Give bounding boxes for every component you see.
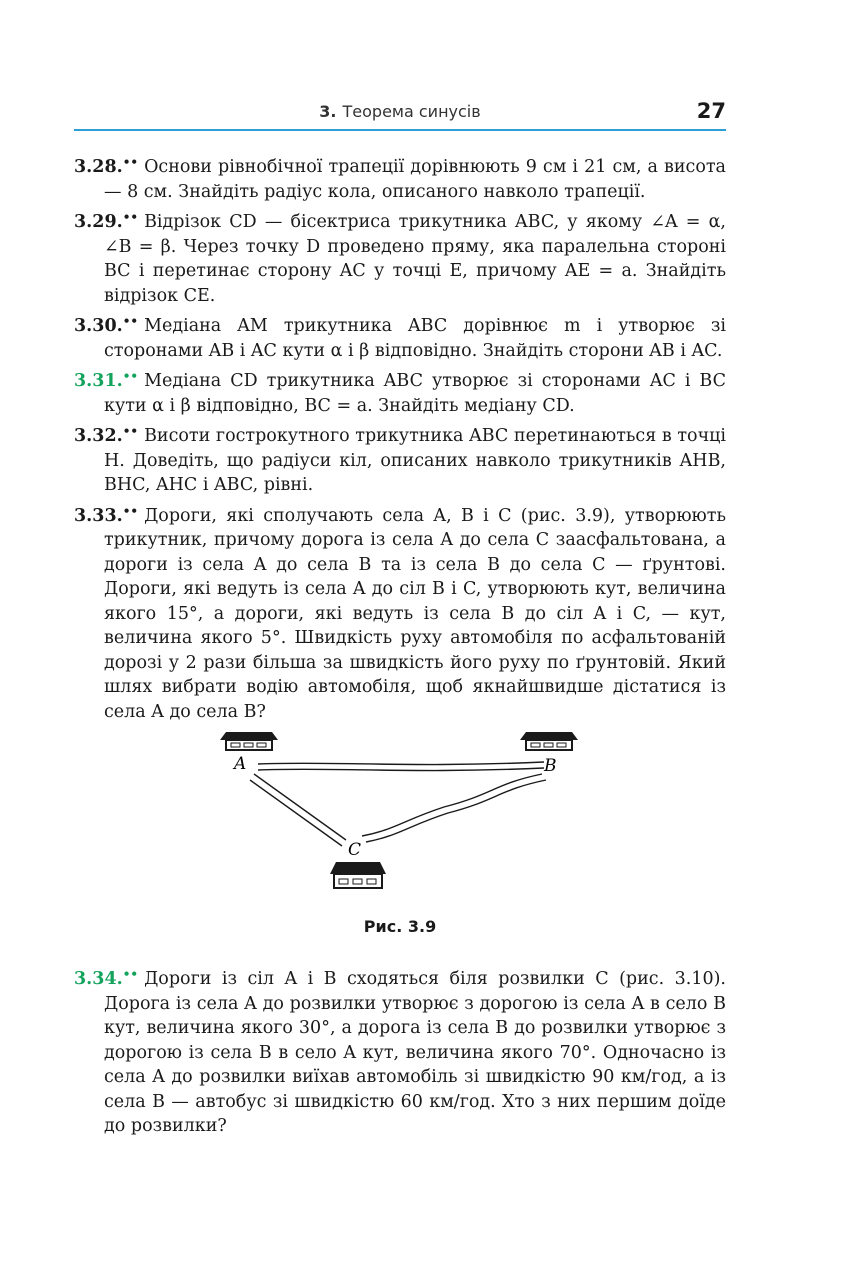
problem-number: 3.28. [74,157,123,177]
problem-text: Відрізок CD — бісектриса трикутника ABC, у якому ∠A = α, ∠B = β. Через точку D проведено пряму, яка паралельна стороні BC і перетинає сторону AC у точці E, причому AE = a. Знайдіть відрізок CE. [104,212,726,306]
problem-number: 3.34. [74,969,123,989]
label-village-b: B [544,756,557,776]
page-header [74,98,726,130]
problem-3-32 [74,419,726,498]
road-b-c [362,774,546,842]
label-village-a: A [234,754,247,774]
house-icon [330,862,386,888]
problem-list-continued [74,962,726,1140]
running-head [74,102,726,121]
road-a-c [250,774,346,846]
problem-3-34 [74,962,726,1139]
difficulty-marker: •• [122,155,139,169]
problem-text: Дороги, які сполучають села A, B і C (рис. 3.9), утворюють трикутник, причому дорога із села A до села C заасфальтована, а дороги із села A до села B та із села B до села C — ґрунтові. Дороги, які ведуть із села A до сіл B і C, утворюють кут, величина якого 15°, а дороги, які ведуть із села B до сіл A і C, — кут, величина якого 5°. Швидкість руху автомобіля по асфальтованій дорозі у 2 рази більша за швидкість його руху по ґрунтовій. Який шлях вибрати водію автомобіля, щоб якнайшвидше дістатися із села A до села B? [104,505,726,722]
house-icon [220,732,278,750]
problem-3-30 [74,309,726,363]
difficulty-marker: •• [122,210,139,224]
page-number: 27 [696,99,726,123]
problem-number: 3.29. [74,212,123,232]
problem-text: Медіана AM трикутника ABC дорівнює m і утворює зі сторонами AB і AC кути α і β відповідно. Знайдіть сторони AB і AC. [104,316,726,361]
problem-text: Медіана CD трикутника ABC утворює зі сторонами AC і BC кути α і β відповідно, BC = a. Знайдіть медіану CD. [104,371,726,416]
difficulty-marker: •• [122,369,139,383]
road-a-b [258,762,544,771]
figure-caption: Рис. 3.9 [363,917,437,936]
problem-number: 3.33. [74,505,123,526]
figure-3-9 [74,712,726,942]
difficulty-marker: •• [122,314,139,328]
chapter-number: 3. [319,102,337,121]
problem-list [74,150,726,725]
problem-text: Основи рівнобічної трапеції дорівнюють 9 см і 21 см, а висота — 8 см. Знайдіть радіус кола, описаного навколо трапеції. [104,157,726,202]
chapter-title: Теорема синусів [342,102,481,121]
problem-number: 3.30. [74,316,123,336]
difficulty-marker: •• [122,967,139,981]
problem-number: 3.32. [74,426,123,446]
problem-text: Дороги із сіл A і B сходяться біля розвилки C (рис. 3.10). Дорога із села A до розвилки утворює з дорогою із села A в село B кут, величина якого 30°, а дорога із села B до розвилки утворює з дорогою із села B в село A кут, величина якого 70°. Одночасно із села A до розвилки виїхав автомобіль зі швидкістю 90 км/год, а із села B — автобус зі швидкістю 60 км/год. Хто з них першим доїде до розвилки? [104,969,726,1136]
villages-diagram [74,712,726,912]
problem-3-33 [74,499,726,725]
difficulty-marker: •• [122,503,139,518]
problem-text: Висоти гострокутного трикутника ABC перетинаються в точці H. Доведіть, що радіуси кіл, описаних навколо трикутників AHB, BHC, AHC і ABC, рівні. [104,426,726,495]
house-icon [520,732,578,750]
difficulty-marker: •• [122,424,139,438]
problem-3-28 [74,150,726,204]
label-village-c: C [348,840,362,860]
problem-number: 3.31. [74,371,123,391]
problem-3-31 [74,364,726,418]
header-rule [74,129,726,131]
problem-3-29 [74,205,726,308]
